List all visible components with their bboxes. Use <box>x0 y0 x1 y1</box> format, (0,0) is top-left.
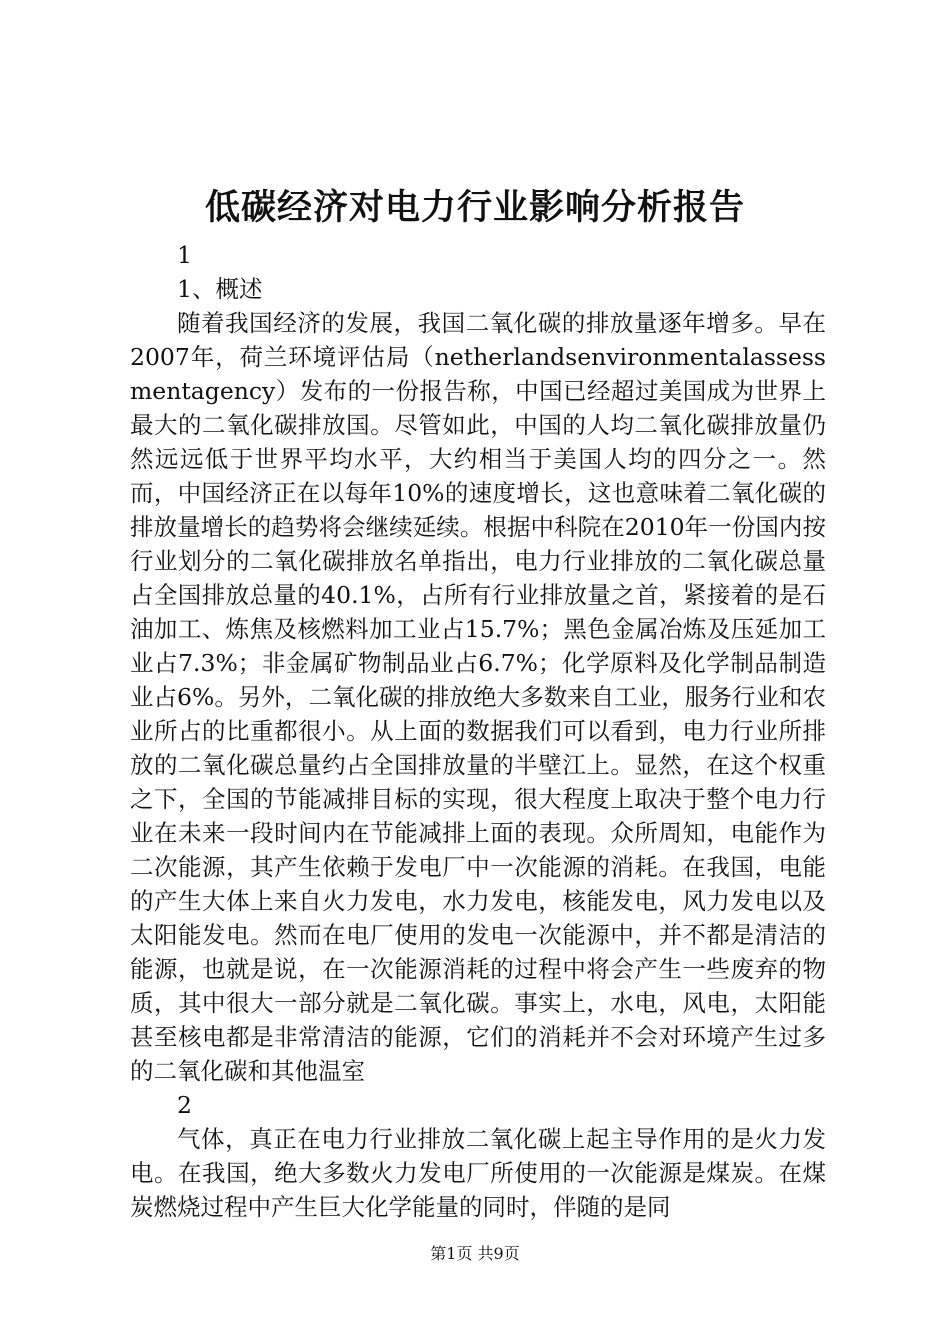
paragraph-overview: 随着我国经济的发展，我国二氧化碳的排放量逐年增多。早在2007年，荷兰环境评估局（netherlandsenvironmentalassessmentagency）发布的一份报告称，中国已经超过美国成为世界上最大的二氧化碳排放国。尽管如此，中国的人均二氧化碳排放量仍然远远低于世界平均水平，大约相当于美国人均的四分之一。然而，中国经济正在以每年10%的速度增长，这也意味着二氧化碳的排放量增长的趋势将会继续延续。根据中科院在2010年一份国内按行业划分的二氧化碳排放名单指出，电力行业排放的二氧化碳总量占全国排放总量的40.1%，占所有行业排放量之首，紧接着的是石油加工、炼焦及核燃料加工业占15.7%；黑色金属冶炼及压延加工业占7.3%；非金属矿物制品业占6.7%；化学原料及化学制品制造业占6%。另外，二氧化碳的排放绝大多数来自工业，服务行业和农业所占的比重都很小。从上面的数据我们可以看到，电力行业所排放的二氧化碳总量约占全国排放量的半壁江上。显然，在这个权重之下，全国的节能减排目标的实现，很大程度上取决于整个电力行业在未来一段时间内在节能减排上面的表现。众所周知，电能作为二次能源，其产生依赖于发电厂中一次能源的消耗。在我国，电能的产生大体上来自火力发电，水力发电，核能发电，风力发电以及太阳能发电。然而在电厂使用的发电一次能源中，并不都是清洁的能源，也就是说，在一次能源消耗的过程中将会产生一些废弃的物质，其中很大一部分就是二氧化碳。事实上，水电，风电，太阳能甚至核电都是非常清洁的能源，它们的消耗并不会对环境产生过多的二氧化碳和其他温室 <box>130 309 826 1085</box>
page-footer: 第1页 共9页 <box>430 1244 520 1263</box>
document-title: 低碳经济对电力行业影响分析报告 <box>204 187 745 228</box>
section-number-1: 1 <box>177 241 192 269</box>
section-number-2: 2 <box>177 1091 192 1119</box>
document-body <box>130 238 826 1224</box>
paragraph-continued: 气体，真正在电力行业排放二氧化碳上起主导作用的是火力发电。在我国，绝大多数火力发电厂所使用的一次能源是煤炭。在煤炭燃烧过程中产生巨大化学能量的同时，伴随的是同 <box>130 1125 826 1221</box>
section-heading-overview: 1、概述 <box>177 275 263 303</box>
